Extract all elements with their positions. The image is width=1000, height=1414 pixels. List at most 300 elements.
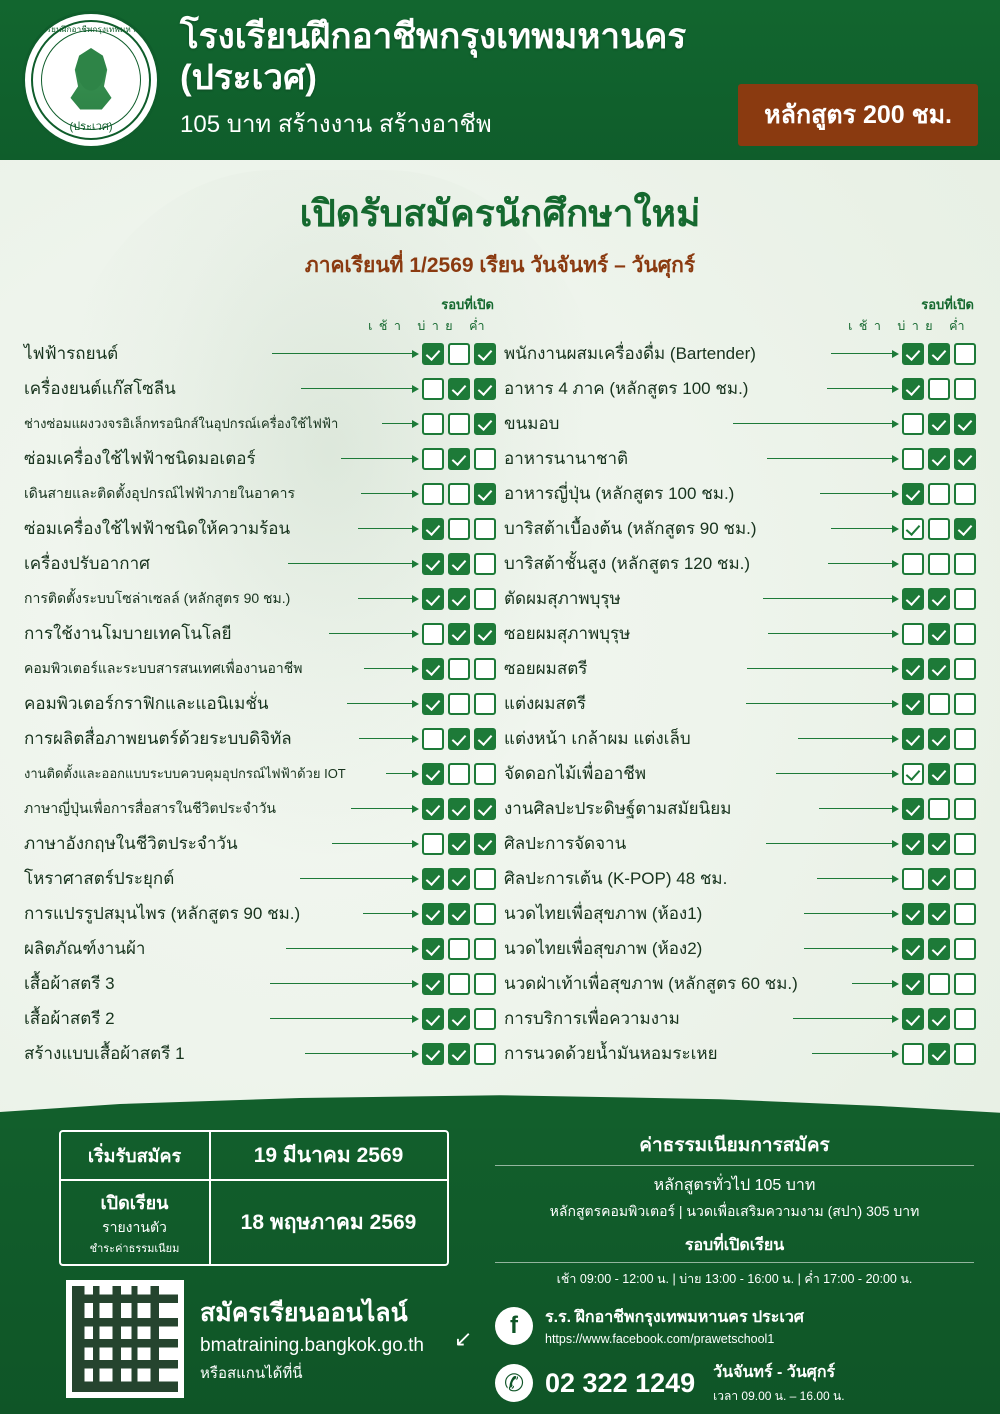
leader-line	[804, 913, 896, 914]
facebook-url[interactable]: https://www.facebook.com/prawetschool1	[545, 1332, 775, 1346]
slot-checkboxes	[422, 1043, 496, 1065]
slot-checkboxes	[902, 728, 976, 750]
course-row	[504, 861, 976, 896]
checkbox-morning[interactable]	[902, 973, 924, 995]
checkbox-evening[interactable]	[474, 728, 496, 750]
checkbox-morning[interactable]	[422, 623, 444, 645]
slot-checkboxes	[422, 833, 496, 855]
checkbox-morning[interactable]	[422, 483, 444, 505]
slot-checkboxes	[902, 448, 976, 470]
checkbox-morning[interactable]	[422, 728, 444, 750]
school-logo	[22, 11, 160, 149]
checkbox-morning[interactable]	[422, 658, 444, 680]
checkbox-morning[interactable]	[902, 763, 924, 785]
course-columns	[0, 294, 1000, 1071]
checkbox-morning[interactable]	[902, 833, 924, 855]
slot-checkboxes	[902, 343, 976, 365]
checkbox-afternoon[interactable]	[928, 1008, 950, 1030]
course-row	[24, 651, 496, 686]
checkbox-evening[interactable]	[474, 1043, 496, 1065]
course-name: จัดดอกไม้เพื่ออาชีพ	[504, 764, 647, 783]
slot-checkboxes	[422, 903, 496, 925]
checkbox-morning[interactable]	[902, 868, 924, 890]
checkbox-evening[interactable]	[474, 1008, 496, 1030]
slot-checkboxes	[422, 868, 496, 890]
checkbox-evening[interactable]	[954, 868, 976, 890]
checkbox-morning[interactable]	[422, 1043, 444, 1065]
checkbox-afternoon[interactable]	[928, 693, 950, 715]
checkbox-morning[interactable]	[422, 553, 444, 575]
leader-line	[386, 773, 416, 774]
leader-line	[831, 528, 896, 529]
checkbox-afternoon[interactable]	[928, 518, 950, 540]
course-name: งานติดตั้งและออกแบบระบบควบคุมอุปกรณ์ไฟฟ้าด้วย IOT	[24, 766, 346, 781]
course-name: ซ่อมเครื่องใช้ไฟฟ้าชนิดให้ความร้อน	[24, 519, 291, 538]
checkbox-afternoon[interactable]	[928, 623, 950, 645]
checkbox-afternoon[interactable]	[448, 728, 470, 750]
course-row	[24, 406, 496, 441]
course-row	[504, 476, 976, 511]
checkbox-afternoon[interactable]	[928, 343, 950, 365]
course-name: คอมพิวเตอร์และระบบสารสนเทศเพื่องานอาชีพ	[24, 659, 303, 676]
course-name: การนวดด้วยน้ำมันหอมระเหย	[504, 1044, 718, 1063]
checkbox-morning[interactable]	[422, 903, 444, 925]
checkbox-morning[interactable]	[902, 658, 924, 680]
footer-left	[26, 1130, 481, 1414]
checkbox-evening[interactable]	[954, 798, 976, 820]
course-row	[24, 511, 496, 546]
checkbox-morning[interactable]	[902, 553, 924, 575]
course-row	[504, 1001, 976, 1036]
leader-line	[351, 808, 416, 809]
slot-checkboxes	[422, 763, 496, 785]
checkbox-morning[interactable]	[902, 938, 924, 960]
course-row	[504, 756, 976, 791]
leader-line	[272, 353, 416, 354]
checkbox-morning[interactable]	[422, 763, 444, 785]
checkbox-afternoon[interactable]	[448, 903, 470, 925]
course-row	[504, 1036, 976, 1071]
checkbox-afternoon[interactable]	[928, 973, 950, 995]
course-name: แต่งหน้า เกล้าผม แต่งเล็บ	[504, 729, 691, 748]
course-row	[24, 791, 496, 826]
course-name: เสื้อผ้าสตรี 3	[24, 974, 115, 993]
course-row	[24, 1036, 496, 1071]
leader-line	[812, 1053, 896, 1054]
checkbox-morning[interactable]	[902, 518, 924, 540]
checkbox-evening[interactable]	[954, 658, 976, 680]
slot-checkboxes	[902, 798, 976, 820]
slot-checkboxes	[902, 833, 976, 855]
checkbox-morning[interactable]	[422, 868, 444, 890]
checkbox-afternoon[interactable]	[928, 798, 950, 820]
checkbox-afternoon[interactable]	[928, 588, 950, 610]
course-name: อาหารนานาชาติ	[504, 449, 629, 468]
course-name: การบริการเพื่อความงาม	[504, 1009, 680, 1028]
apply-note: หรือสแกนได้ที่นี่	[200, 1365, 303, 1382]
course-name: ศิลปะการจัดจาน	[504, 834, 627, 853]
checkbox-afternoon[interactable]	[448, 448, 470, 470]
course-row	[24, 441, 496, 476]
slot-checkboxes	[902, 588, 976, 610]
checkbox-evening[interactable]	[954, 938, 976, 960]
fees-title: ค่าธรรมเนียมการสมัคร	[495, 1130, 974, 1166]
course-name: เสื้อผ้าสตรี 2	[24, 1009, 115, 1028]
fees-block	[495, 1130, 974, 1289]
leader-line	[747, 668, 896, 669]
course-name: บาริสต้าเบื้องต้น (หลักสูตร 90 ชม.)	[504, 519, 757, 538]
leader-line	[776, 773, 896, 774]
slot-checkboxes	[422, 798, 496, 820]
checkbox-evening[interactable]	[954, 833, 976, 855]
checkbox-morning[interactable]	[902, 903, 924, 925]
checkbox-morning[interactable]	[902, 623, 924, 645]
course-name: โหราศาสตร์ประยุกต์	[24, 869, 175, 888]
course-row	[504, 721, 976, 756]
checkbox-afternoon[interactable]	[448, 413, 470, 435]
left-column-header	[24, 294, 496, 336]
slot-checkboxes	[902, 903, 976, 925]
course-name: การผลิตสื่อภาพยนตร์ด้วยระบบดิจิทัล	[24, 729, 292, 748]
leader-line	[288, 563, 416, 564]
checkbox-evening[interactable]	[474, 833, 496, 855]
logo-bottom-text: (ประเวศ)	[69, 121, 113, 133]
phone-contact[interactable]	[495, 1360, 974, 1406]
course-name: ซอยผมสตรี	[504, 659, 588, 678]
slot-checkboxes	[422, 973, 496, 995]
right-course-list	[504, 336, 976, 1071]
checkbox-evening[interactable]	[474, 693, 496, 715]
checkbox-afternoon[interactable]	[928, 553, 950, 575]
slot-checkboxes	[422, 343, 496, 365]
checkbox-morning[interactable]	[902, 378, 924, 400]
slot-checkboxes	[422, 518, 496, 540]
slot-labels: เช้า บ่าย ค่ำ	[368, 319, 491, 333]
slot-checkboxes	[902, 658, 976, 680]
apply-online-block	[26, 1280, 481, 1398]
course-row	[504, 651, 976, 686]
checkbox-evening[interactable]	[954, 588, 976, 610]
checkbox-afternoon[interactable]	[448, 693, 470, 715]
checkbox-morning[interactable]	[422, 693, 444, 715]
phone-number: 02 322 1249	[545, 1367, 696, 1398]
checkbox-morning[interactable]	[902, 343, 924, 365]
slot-checkboxes	[422, 658, 496, 680]
checkbox-afternoon[interactable]	[448, 483, 470, 505]
leader-line	[361, 493, 417, 494]
checkbox-morning[interactable]	[902, 798, 924, 820]
checkbox-afternoon[interactable]	[928, 938, 950, 960]
checkbox-evening[interactable]	[954, 518, 976, 540]
checkbox-morning[interactable]	[902, 693, 924, 715]
checkbox-afternoon[interactable]	[448, 588, 470, 610]
checkbox-morning[interactable]	[422, 518, 444, 540]
slot-checkboxes	[422, 1008, 496, 1030]
course-name: เครื่องยนต์แก๊สโซลีน	[24, 379, 176, 398]
slot-checkboxes	[902, 868, 976, 890]
checkbox-afternoon[interactable]	[928, 868, 950, 890]
checkbox-afternoon[interactable]	[448, 553, 470, 575]
course-name: การติดตั้งระบบโซล่าเซลล์ (หลักสูตร 90 ชม.)	[24, 589, 291, 606]
leader-line	[733, 423, 896, 424]
left-column	[24, 294, 496, 1071]
course-name: ผลิตภัณฑ์งานผ้า	[24, 939, 146, 958]
leader-line	[286, 948, 416, 949]
course-name: ตัดผมสุภาพบุรุษ	[504, 589, 621, 608]
checkbox-evening[interactable]	[474, 518, 496, 540]
course-name: ศิลปะการเต้น (K-POP) 48 ชม.	[504, 869, 728, 888]
office-days: วันจันทร์ - วันศุกร์	[713, 1364, 836, 1381]
leader-line	[332, 843, 416, 844]
right-column-header	[504, 294, 976, 336]
checkbox-evening[interactable]	[474, 378, 496, 400]
course-row	[504, 336, 976, 371]
checkbox-afternoon[interactable]	[448, 518, 470, 540]
leader-line	[746, 703, 896, 704]
leader-line	[359, 738, 416, 739]
checkbox-morning[interactable]	[422, 588, 444, 610]
leader-line	[347, 703, 416, 704]
footer-right	[481, 1130, 974, 1414]
left-course-list	[24, 336, 496, 1071]
checkbox-morning[interactable]	[902, 1008, 924, 1030]
checkbox-afternoon[interactable]	[928, 1043, 950, 1065]
apply-url[interactable]: bmatraining.bangkok.go.th	[200, 1335, 424, 1356]
dates-table	[59, 1130, 449, 1266]
checkbox-afternoon[interactable]	[928, 903, 950, 925]
leader-line	[817, 878, 896, 879]
course-row	[24, 721, 496, 756]
checkbox-morning[interactable]	[422, 378, 444, 400]
course-row	[504, 581, 976, 616]
facebook-contact[interactable]	[495, 1305, 974, 1346]
rounds-title: รอบที่เปิดเรียน	[495, 1233, 974, 1263]
checkbox-evening[interactable]	[954, 1043, 976, 1065]
checkbox-morning[interactable]	[902, 588, 924, 610]
checkbox-afternoon[interactable]	[928, 483, 950, 505]
checkbox-afternoon[interactable]	[448, 623, 470, 645]
course-name: สร้างแบบเสื้อผ้าสตรี 1	[24, 1044, 185, 1063]
checkbox-afternoon[interactable]	[448, 763, 470, 785]
checkbox-afternoon[interactable]	[448, 833, 470, 855]
table-row	[61, 1132, 447, 1181]
facebook-name: ร.ร. ฝึกอาชีพกรุงเทพมหานคร ประเวศ	[545, 1309, 804, 1326]
course-name: บาริสต้าชั้นสูง (หลักสูตร 120 ชม.)	[504, 554, 751, 573]
checkbox-evening[interactable]	[954, 763, 976, 785]
checkbox-evening[interactable]	[474, 763, 496, 785]
checkbox-morning[interactable]	[422, 1008, 444, 1030]
checkbox-evening[interactable]	[474, 903, 496, 925]
course-row	[24, 896, 496, 931]
checkbox-evening[interactable]	[474, 938, 496, 960]
checkbox-afternoon[interactable]	[928, 833, 950, 855]
slot-checkboxes	[902, 483, 976, 505]
course-row	[24, 756, 496, 791]
checkbox-evening[interactable]	[954, 693, 976, 715]
course-name: แต่งผมสตรี	[504, 694, 587, 713]
slot-checkboxes	[902, 413, 976, 435]
checkbox-afternoon[interactable]	[928, 728, 950, 750]
leader-line	[329, 633, 416, 634]
leader-line	[300, 878, 416, 879]
header-titles	[180, 17, 738, 143]
course-row	[24, 686, 496, 721]
checkbox-evening[interactable]	[954, 623, 976, 645]
slot-checkboxes	[422, 483, 496, 505]
checkbox-morning[interactable]	[902, 413, 924, 435]
checkbox-evening[interactable]	[474, 413, 496, 435]
course-name: ซอยผมสุภาพบุรุษ	[504, 624, 631, 643]
checkbox-afternoon[interactable]	[928, 658, 950, 680]
checkbox-evening[interactable]	[474, 483, 496, 505]
checkbox-morning[interactable]	[422, 833, 444, 855]
checkbox-afternoon[interactable]	[448, 378, 470, 400]
checkbox-evening[interactable]	[474, 973, 496, 995]
checkbox-evening[interactable]	[954, 728, 976, 750]
course-name: อาหาร 4 ภาค (หลักสูตร 100 ชม.)	[504, 379, 749, 398]
page-title: เปิดรับสมัครนักศึกษาใหม่	[299, 193, 701, 234]
slot-checkboxes	[902, 378, 976, 400]
checkbox-morning[interactable]	[902, 1043, 924, 1065]
slot-checkboxes	[422, 448, 496, 470]
slot-checkboxes	[902, 938, 976, 960]
checkbox-afternoon[interactable]	[448, 343, 470, 365]
course-row	[24, 966, 496, 1001]
checkbox-afternoon[interactable]	[448, 1043, 470, 1065]
fees-general: หลักสูตรทั่วไป 105 บาท	[653, 1177, 816, 1194]
checkbox-evening[interactable]	[474, 553, 496, 575]
leader-line	[767, 458, 896, 459]
checkbox-morning[interactable]	[422, 343, 444, 365]
checkbox-morning[interactable]	[902, 728, 924, 750]
checkbox-evening[interactable]	[474, 343, 496, 365]
checkbox-evening[interactable]	[474, 798, 496, 820]
checkbox-morning[interactable]	[902, 448, 924, 470]
course-row	[24, 371, 496, 406]
leader-line	[341, 458, 416, 459]
fees-special: หลักสูตรคอมพิวเตอร์ | นวดเพื่อเสริมความงาม (สปา) 305 บาท	[549, 1203, 920, 1219]
checkbox-afternoon[interactable]	[928, 413, 950, 435]
checkbox-evening[interactable]	[474, 658, 496, 680]
slot-labels: เช้า บ่าย ค่ำ	[848, 319, 971, 333]
checkbox-evening[interactable]	[474, 448, 496, 470]
slot-checkboxes	[902, 623, 976, 645]
checkbox-morning[interactable]	[422, 938, 444, 960]
page-subtitle: ภาคเรียนที่ 1/2569 เรียน วันจันทร์ – วันศุกร์	[304, 254, 696, 277]
checkbox-afternoon[interactable]	[448, 1008, 470, 1030]
checkbox-evening[interactable]	[474, 588, 496, 610]
course-row	[24, 826, 496, 861]
course-row	[504, 546, 976, 581]
checkbox-evening[interactable]	[954, 1008, 976, 1030]
checkbox-morning[interactable]	[902, 483, 924, 505]
course-row	[504, 686, 976, 721]
header	[0, 0, 1000, 160]
checkbox-afternoon[interactable]	[448, 658, 470, 680]
checkbox-evening[interactable]	[954, 483, 976, 505]
course-hours-badge: หลักสูตร 200 ชม.	[738, 84, 978, 146]
course-name: ขนมอบ	[504, 414, 560, 433]
leader-line	[364, 668, 416, 669]
checkbox-afternoon[interactable]	[448, 798, 470, 820]
logo-top-text: โรงเรียนฝึกอาชีพกรุงเทพมหานคร	[30, 25, 152, 34]
date-label: เริ่มรับสมัคร	[87, 1146, 182, 1166]
leader-line	[852, 983, 896, 984]
leader-line	[358, 528, 416, 529]
course-row	[24, 616, 496, 651]
leader-line	[305, 1053, 416, 1054]
leader-line	[768, 633, 896, 634]
date-label: เปิดเรียน	[100, 1193, 169, 1213]
leader-line	[827, 388, 896, 389]
date-label-2: รายงานตัว	[102, 1219, 167, 1235]
course-name: ภาษาอังกฤษในชีวิตประจำวัน	[24, 834, 238, 853]
slot-checkboxes	[422, 378, 496, 400]
checkbox-morning[interactable]	[422, 448, 444, 470]
leader-line	[763, 598, 896, 599]
slot-checkboxes	[422, 553, 496, 575]
checkbox-evening[interactable]	[474, 623, 496, 645]
office-hours: เวลา 09.00 น. – 16.00 น.	[713, 1389, 845, 1403]
course-row	[504, 791, 976, 826]
checkbox-afternoon[interactable]	[928, 378, 950, 400]
slot-checkboxes	[422, 623, 496, 645]
checkbox-morning[interactable]	[422, 798, 444, 820]
course-name: เครื่องปรับอากาศ	[24, 554, 150, 573]
curved-arrow-icon: ↙	[453, 1326, 473, 1351]
course-row	[24, 336, 496, 371]
slot-checkboxes	[422, 728, 496, 750]
checkbox-morning[interactable]	[422, 973, 444, 995]
slot-checkboxes	[422, 693, 496, 715]
date-value: 19 มีนาคม 2569	[253, 1144, 404, 1167]
leader-line	[828, 563, 896, 564]
checkbox-afternoon[interactable]	[448, 868, 470, 890]
slot-checkboxes	[902, 763, 976, 785]
course-row	[504, 371, 976, 406]
checkbox-afternoon[interactable]	[928, 763, 950, 785]
slot-checkboxes	[422, 413, 496, 435]
phone-icon: ✆	[495, 1364, 533, 1402]
leader-line	[358, 598, 416, 599]
date-value: 18 พฤษภาคม 2569	[240, 1211, 417, 1234]
checkbox-evening[interactable]	[954, 343, 976, 365]
apply-title: สมัครเรียนออนไลน์	[200, 1299, 408, 1327]
checkbox-evening[interactable]	[954, 413, 976, 435]
checkbox-evening[interactable]	[954, 903, 976, 925]
course-name: ไฟฟ้ารถยนต์	[24, 344, 119, 363]
checkbox-evening[interactable]	[954, 378, 976, 400]
course-name: อาหารญี่ปุ่น (หลักสูตร 100 ชม.)	[504, 484, 735, 503]
leader-line	[831, 353, 896, 354]
rounds-times: เช้า 09:00 - 12:00 น. | บ่าย 13:00 - 16:00 น. | ค่ำ 17:00 - 20:00 น.	[556, 1272, 913, 1286]
checkbox-afternoon[interactable]	[448, 938, 470, 960]
leader-line	[819, 808, 896, 809]
checkbox-morning[interactable]	[422, 413, 444, 435]
qr-code[interactable]	[66, 1280, 184, 1398]
leader-line	[270, 1018, 416, 1019]
course-row	[504, 826, 976, 861]
checkbox-afternoon[interactable]	[448, 973, 470, 995]
checkbox-evening[interactable]	[954, 973, 976, 995]
checkbox-evening[interactable]	[474, 868, 496, 890]
course-row	[504, 896, 976, 931]
checkbox-afternoon[interactable]	[928, 448, 950, 470]
round-label: รอบที่เปิด	[921, 297, 974, 312]
footer	[0, 1114, 1000, 1414]
checkbox-evening[interactable]	[954, 448, 976, 470]
checkbox-evening[interactable]	[954, 553, 976, 575]
